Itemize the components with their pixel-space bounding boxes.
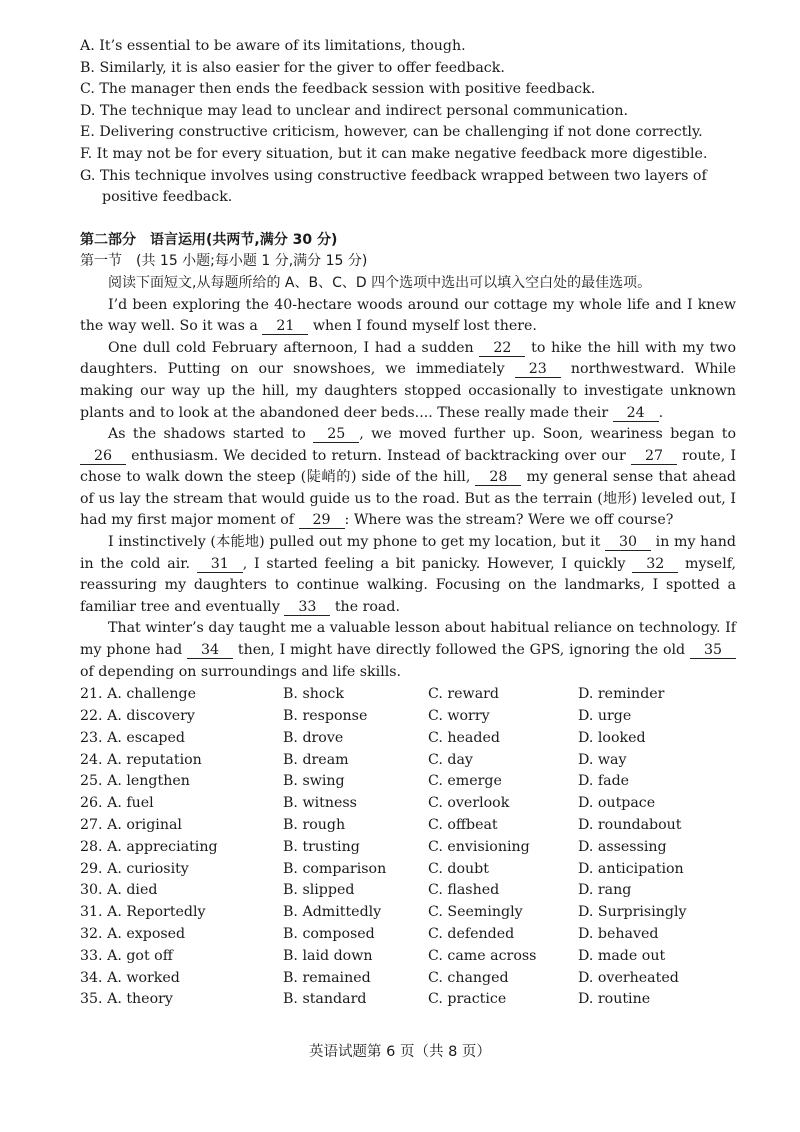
question-row	[80, 968, 740, 990]
option-g: G. This technique involves using constructive feedback wrapped between two layers of positive feedback.	[80, 167, 707, 206]
choice-d: D. rang	[578, 882, 632, 899]
choice-b: B. remained	[283, 969, 371, 986]
choice-b: B. laid down	[283, 947, 373, 964]
choice-d: D. fade	[578, 773, 630, 790]
question-row	[80, 750, 740, 772]
seven-choice-options	[80, 36, 736, 209]
choice-b: B. shock	[283, 686, 344, 703]
choice-c: C. overlook	[428, 795, 510, 812]
question-row	[80, 815, 740, 837]
choice-b: B. witness	[283, 795, 357, 812]
choice-c: C. flashed	[428, 882, 500, 899]
choice-a: 33. A. got off	[80, 947, 173, 964]
instruction: 阅读下面短文,从每题所给的 A、B、C、D 四个选项中选出可以填入空白处的最佳选项。	[108, 274, 652, 291]
blank-23: 23	[515, 361, 561, 378]
question-row	[80, 728, 740, 750]
choice-a: 29. A. curiosity	[80, 860, 189, 877]
question-row	[80, 684, 740, 706]
choice-c: C. envisioning	[428, 838, 530, 855]
choice-d: D. looked	[578, 729, 646, 746]
choice-a: 23. A. escaped	[80, 729, 185, 746]
page-footer: 英语试题第 6 页（共 8 页）	[309, 1044, 491, 1060]
choice-a: 24. A. reputation	[80, 751, 202, 768]
choice-b: B. response	[283, 708, 368, 725]
choice-c: C. doubt	[428, 860, 489, 877]
choice-d: D. reminder	[578, 686, 665, 703]
blank-27: 27	[631, 448, 677, 465]
choice-d: D. behaved	[578, 925, 659, 942]
choice-b: B. trusting	[283, 838, 360, 855]
question-row	[80, 706, 740, 728]
choice-a: 27. A. original	[80, 817, 182, 833]
blank-29: 29	[299, 512, 345, 529]
blank-33: 33	[284, 599, 330, 616]
choice-b: B. swing	[283, 773, 345, 790]
choice-b: B. drove	[283, 729, 344, 746]
blank-22: 22	[479, 340, 525, 357]
choice-c: C. came across	[428, 947, 537, 964]
blank-30: 30	[605, 534, 651, 551]
passage-paragraph: I instinctively (本能地) pulled out my phone to get my location, but it 30 in my hand in the cold air. 31 , I started feeling a bit panicky. However, I quickly 32 myself, reassuring my daughters to continue walking. Focusing on the landmarks, I spotted a familiar tree and eventually 33 the road.	[80, 534, 736, 615]
choice-d: D. routine	[578, 991, 651, 1008]
choice-b: B. slipped	[283, 882, 355, 899]
passage-paragraph: That winter’s day taught me a valuable lesson about habitual reliance on technology. If my phone had 34 then, I might have directly followed the GPS, ignoring the old 35 of depending on surroundings and life skills.	[80, 620, 736, 680]
option-e: E. Delivering constructive criticism, however, can be challenging if not done correctly.	[80, 124, 703, 141]
blank-32: 32	[632, 556, 678, 573]
choice-a: 34. A. worked	[80, 969, 180, 986]
choice-c: C. practice	[428, 991, 507, 1008]
choice-c: C. changed	[428, 969, 509, 986]
passage-paragraph: I’d been exploring the 40-hectare woods around our cottage my whole life and I knew the way well. So it was a 21 when I found myself lost there.	[80, 296, 736, 335]
question-row	[80, 837, 740, 859]
option-f: F. It may not be for every situation, but it can make negative feedback more digestible.	[80, 145, 708, 162]
choice-a: 35. A. theory	[80, 991, 173, 1008]
blank-34: 34	[187, 642, 233, 659]
choice-a: 30. A. died	[80, 882, 158, 899]
choice-a: 21. A. challenge	[80, 686, 196, 703]
choice-d: D. urge	[578, 708, 632, 725]
choice-a: 28. A. appreciating	[80, 838, 218, 855]
choice-b: B. Admittedly	[283, 904, 382, 921]
question-row	[80, 946, 740, 968]
choice-a: 26. A. fuel	[80, 795, 154, 812]
blank-25: 25	[313, 426, 359, 443]
option-b: B. Similarly, it is also easier for the giver to offer feedback.	[80, 59, 505, 76]
choice-b: B. dream	[283, 751, 349, 768]
option-c: C. The manager then ends the feedback session with positive feedback.	[80, 81, 596, 98]
question-row	[80, 880, 740, 902]
choice-b: B. standard	[283, 991, 367, 1008]
choice-a: 22. A. discovery	[80, 708, 195, 725]
choice-c: C. Seemingly	[428, 904, 523, 921]
choice-a: 32. A. exposed	[80, 925, 186, 942]
choice-c: C. offbeat	[428, 817, 498, 833]
section-title: 第一节 (共 15 小题;每小题 1 分,满分 15 分)	[80, 253, 368, 270]
choice-c: C. defended	[428, 925, 515, 942]
choice-a: 31. A. Reportedly	[80, 904, 206, 921]
blank-31: 31	[197, 556, 243, 573]
choice-b: B. composed	[283, 925, 375, 942]
choice-c: C. worry	[428, 708, 490, 725]
option-a: A. It’s essential to be aware of its limitations, though.	[80, 38, 466, 54]
question-row	[80, 859, 740, 881]
blank-28: 28	[475, 469, 521, 486]
choice-b: B. rough	[283, 817, 346, 833]
choices-table	[80, 684, 740, 1011]
question-row	[80, 793, 740, 815]
choice-a: 25. A. lengthen	[80, 773, 190, 790]
choice-d: D. anticipation	[578, 860, 684, 877]
choice-d: D. Surprisingly	[578, 904, 687, 921]
choice-d: D. overheated	[578, 969, 679, 986]
choice-c: C. emerge	[428, 773, 502, 790]
passage-paragraph: One dull cold February afternoon, I had a sudden 22 to hike the hill with my two daughters. Putting on our snowshoes, we immediately 23 northwestward. While making our way up the hill, my daughters stopped occasionally to investigate unknown plants and to look at the abandoned deer beds.... These really made their 24 .	[80, 339, 736, 421]
choice-d: D. made out	[578, 947, 666, 964]
question-row	[80, 771, 740, 793]
choice-d: D. way	[578, 751, 627, 768]
cloze-passage	[80, 295, 736, 684]
blank-24: 24	[613, 405, 659, 422]
blank-26: 26	[80, 448, 126, 465]
question-row	[80, 924, 740, 946]
choice-b: B. comparison	[283, 860, 387, 877]
blank-35: 35	[690, 642, 736, 659]
choice-c: C. reward	[428, 686, 500, 703]
option-d: D. The technique may lead to unclear and indirect personal communication.	[80, 102, 629, 119]
question-row	[80, 902, 740, 924]
question-row	[80, 989, 740, 1011]
choice-d: D. assessing	[578, 838, 667, 855]
blank-21: 21	[262, 318, 308, 335]
part-title: 第二部分 语言运用(共两节,满分 30 分)	[80, 231, 338, 248]
choice-c: C. day	[428, 751, 473, 768]
choice-d: D. roundabout	[578, 817, 682, 833]
choice-d: D. outpace	[578, 795, 656, 812]
choice-c: C. headed	[428, 729, 500, 746]
exam-page	[80, 36, 736, 1011]
passage-paragraph: As the shadows started to 25 , we moved further up. Soon, weariness began to 26 enthusiasm. We decided to return. Instead of backtracking over our 27 route, I chose to walk down the steep (陡峭的) side of the hill, 28 my general sense that ahead of us lay the stream that would guide us to the road. But as the terrain (地形) leveled out, I had my first major moment of 29 : Where was the stream? Were we off course?	[80, 426, 736, 529]
